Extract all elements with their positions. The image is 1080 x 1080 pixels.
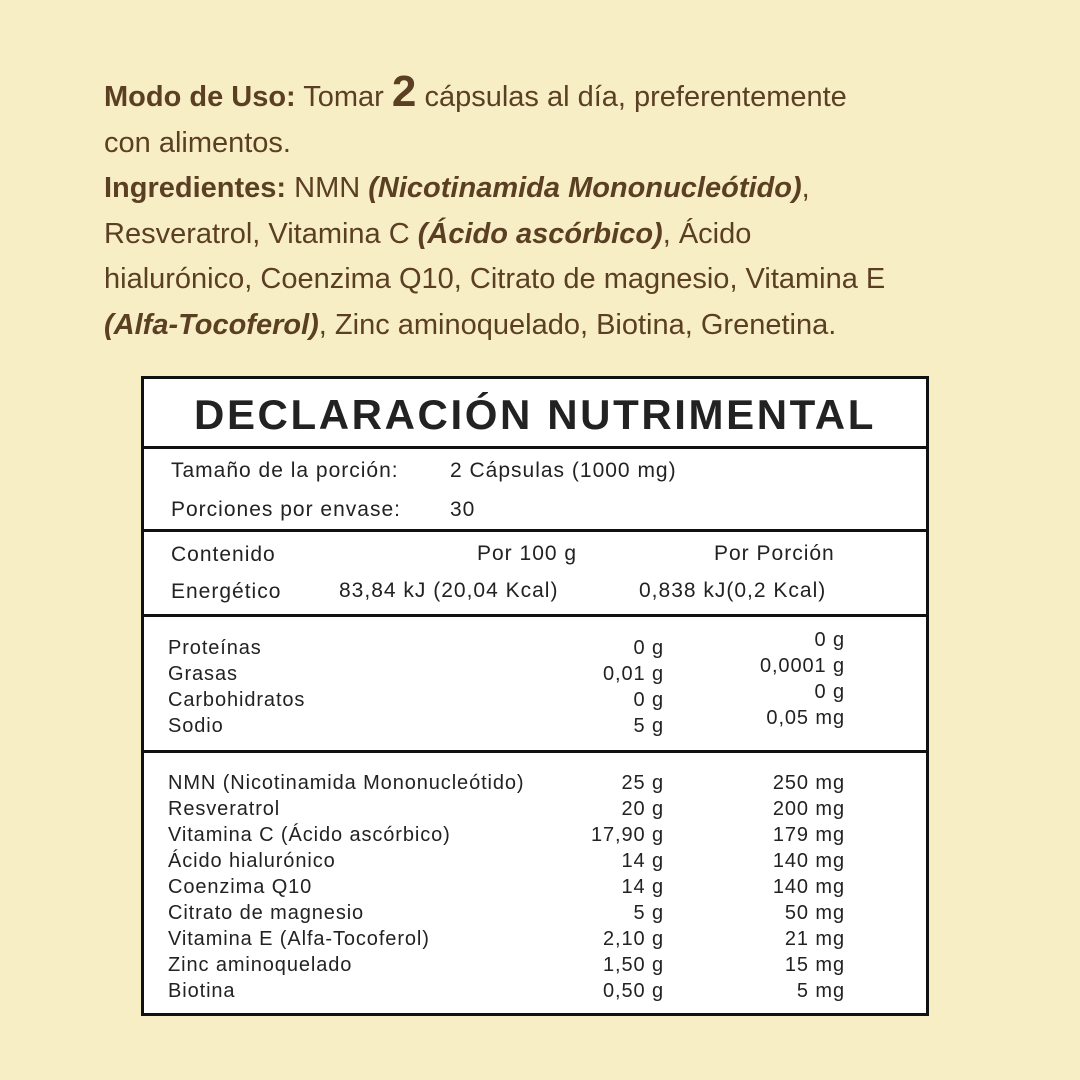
ingredient-vitc-detail: (Ácido ascórbico)	[417, 217, 663, 250]
energy-header-line1: Contenido	[171, 543, 276, 566]
servings-per-container-value: 30	[450, 498, 476, 521]
value-per-portion: 5 mg	[796, 980, 845, 1002]
ingredient-row	[144, 772, 926, 798]
value-per-100g: 5 g	[633, 902, 664, 924]
ingredients-comma: ,	[801, 172, 810, 204]
value-per-100g: 1,50 g	[602, 954, 664, 976]
ingredient-row	[144, 954, 926, 980]
ingredient-vite-detail: (Alfa-Tocoferol)	[104, 308, 319, 341]
panel-title: DECLARACIÓN NUTRIMENTAL	[144, 379, 926, 449]
value-per-100g: 5 g	[633, 715, 664, 737]
ingredients-line-1	[104, 166, 1004, 212]
value-per-100g: 25 g	[621, 772, 664, 794]
value-per-portion: 0,0001 g	[759, 655, 845, 677]
divider	[144, 529, 926, 532]
ingredients-line-4	[104, 303, 1004, 349]
per-portion-header: Por Porción	[714, 542, 835, 565]
ingredient-row	[144, 980, 926, 1006]
servings-per-container-label: Porciones por envase:	[171, 498, 401, 521]
value-per-100g: 20 g	[621, 798, 664, 820]
value-per-portion: 250 mg	[772, 772, 845, 794]
value-per-100g: 14 g	[621, 850, 664, 872]
per-100g-header: Por 100 g	[477, 542, 578, 565]
nutrient-name: Grasas	[168, 663, 238, 685]
value-per-100g: 14 g	[621, 876, 664, 898]
ingredients-line-2-a: Resveratrol, Vitamina C	[104, 217, 410, 250]
nutrient-name: NMN (Nicotinamida Mononucleótido)	[168, 772, 525, 794]
usage-and-ingredients	[104, 67, 1004, 348]
usage-pre: Tomar	[303, 81, 384, 113]
ingredient-row	[144, 850, 926, 876]
value-per-portion: 50 mg	[784, 902, 845, 924]
ingredients-label: Ingredientes:	[104, 172, 287, 204]
value-per-portion: 140 mg	[772, 850, 845, 872]
ingredient-nmn-detail: (Nicotinamida Mononucleótido)	[368, 172, 802, 204]
nutrition-facts-panel	[141, 376, 929, 1016]
value-per-portion: 0 g	[814, 681, 845, 703]
nutrient-name: Ácido hialurónico	[168, 850, 336, 872]
nutrient-name: Vitamina C (Ácido ascórbico)	[168, 824, 451, 846]
value-per-100g: 0,50 g	[602, 980, 664, 1002]
serving-size-value: 2 Cápsulas (1000 mg)	[450, 459, 677, 482]
energy-per-portion: 0,838 kJ(0,2 Kcal)	[639, 579, 827, 602]
usage-post: cápsulas al día, preferentemente	[424, 81, 847, 113]
ingredients-line-3	[104, 257, 1004, 303]
usage-label: Modo de Uso:	[104, 81, 296, 113]
divider	[144, 614, 926, 617]
nutrient-name: Coenzima Q10	[168, 876, 313, 898]
ingredients-line-2	[104, 212, 1004, 258]
usage-line-1	[104, 67, 1004, 121]
value-per-100g: 0 g	[633, 689, 664, 711]
nutrient-name: Vitamina E (Alfa-Tocoferol)	[168, 928, 430, 950]
energy-per-100g: 83,84 kJ (20,04 Kcal)	[339, 579, 559, 602]
value-per-portion: 15 mg	[784, 954, 845, 976]
ingredients-list	[144, 772, 926, 1006]
nutrient-name: Zinc aminoquelado	[168, 954, 353, 976]
nutrient-name: Proteínas	[168, 637, 262, 659]
value-per-portion: 179 mg	[772, 824, 845, 846]
ingredients-line-3-text: hialurónico, Coenzima Q10, Citrato de magnesio, Vitamina E	[104, 263, 886, 295]
value-per-portion: 21 mg	[784, 928, 845, 950]
ingredient-nmn: NMN	[294, 172, 361, 204]
macro-row	[144, 707, 926, 741]
ingredients-line-2-b: , Ácido	[662, 217, 752, 250]
ingredient-row	[144, 798, 926, 824]
usage-line-2-text: con alimentos.	[104, 126, 291, 159]
value-per-100g: 2,10 g	[602, 928, 664, 950]
value-per-portion: 0 g	[814, 629, 845, 651]
value-per-portion: 200 mg	[772, 798, 845, 820]
usage-capsule-count: 2	[391, 67, 417, 116]
serving-size-label: Tamaño de la porción:	[171, 459, 399, 482]
nutrient-name: Sodio	[168, 715, 224, 737]
energy-header-line2: Energético	[171, 580, 282, 603]
ingredient-row	[144, 824, 926, 850]
nutrient-name: Carbohidratos	[168, 689, 306, 711]
ingredient-row	[144, 902, 926, 928]
macro-row	[144, 655, 926, 689]
nutrient-name: Biotina	[168, 980, 236, 1002]
value-per-portion: 140 mg	[772, 876, 845, 898]
value-per-100g: 17,90 g	[590, 824, 664, 846]
macros-list	[144, 629, 926, 741]
value-per-portion: 0,05 mg	[766, 707, 845, 729]
divider	[144, 750, 926, 753]
nutrient-name: Citrato de magnesio	[168, 902, 365, 924]
value-per-100g: 0,01 g	[602, 663, 664, 685]
value-per-100g: 0 g	[633, 637, 664, 659]
nutrient-name: Resveratrol	[168, 798, 281, 820]
usage-line-2	[104, 121, 1004, 167]
ingredient-row	[144, 876, 926, 902]
ingredient-row	[144, 928, 926, 954]
ingredients-line-4-text: , Zinc aminoquelado, Biotina, Grenetina.	[318, 308, 837, 341]
